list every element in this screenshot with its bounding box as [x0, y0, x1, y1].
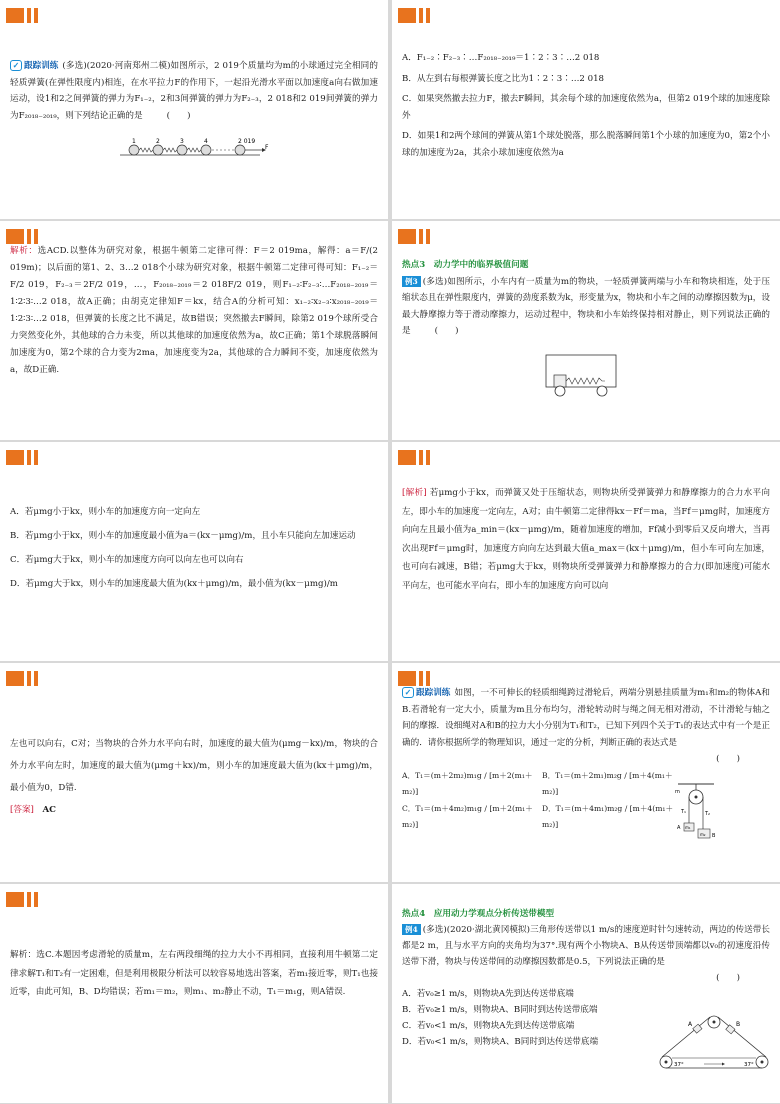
slide-5: [0, 442, 388, 661]
question-text: 如图，一不可伸长的轻质细绳跨过滑轮后，两端分别悬挂质量为m₁和m₂的物体A和B.若滑轮有一定大小，质量为m且分布均匀，滑轮转动时与绳之间无相对滑动，不计滑轮与轴之间的摩擦．设细绳对A和B的拉力大小分别为T₁和T₂，已知下列四个关于T₁的表达式中有一个是正确的．请你根据所学的物理知识，通过一定的分析，判断正确的表达式是: [402, 688, 770, 748]
answer-value: AC: [42, 805, 57, 815]
question-text: (多选)(2020·湖北黄冈模拟)三角形传送带以1 m/s的速度逆时针匀速转动，两边的传送带长都是2 m，且与水平方向的夹角均为37°.现有两个小物块A、B从传送带顶端都以v₀的初速度沿传送带下滑，物块与传送带间的动摩擦因数都是0.5，下列说法正确的是: [402, 925, 770, 967]
option-d: D．若v₀<1 m/s，则物块A、B同时到达传送带底端: [402, 1037, 599, 1047]
check-icon: ✓: [402, 687, 414, 698]
slide-6: [392, 442, 780, 661]
example-badge: 例3: [402, 276, 421, 287]
slide-2-body: [402, 50, 770, 161]
fig-label-A: A: [688, 1021, 693, 1028]
option-c: C．若v₀<1 m/s，则物块A先到达传送带底端: [402, 1021, 575, 1031]
fig-label-angle-right: 37°: [744, 1062, 754, 1068]
option-b: B．若μmg小于kx，则小车的加速度最小值为a＝(kx－μmg)/m，且小车只能向左加速运动: [10, 531, 356, 541]
fig-label-B: B: [712, 833, 716, 839]
slide-3: [0, 221, 388, 440]
slide-9: [0, 884, 388, 1103]
fig-label-T1: T₁: [681, 809, 687, 815]
slide-ornament: [398, 450, 430, 465]
section-heading: 热点3 动力学中的临界极值问题: [402, 260, 529, 270]
slide-9-body: [10, 946, 378, 1002]
fig-label-4: 4: [204, 138, 208, 145]
fig-label-B: B: [736, 1021, 741, 1028]
option-c: C．若μmg大于kx，则小车的加速度方向可以向左也可以向右: [10, 555, 244, 565]
fig-label-F: F: [265, 144, 269, 151]
fig-label-2019: 2 019: [238, 138, 256, 145]
slide-7-body: [10, 733, 378, 821]
fig-label-1: 1: [132, 138, 136, 145]
option-d: D．如果1和2两个球间的弹簧从第1个球处脱落，那么脱落瞬间第1个小球的加速度为0，第2个小球的加速度为2a，其余小球加速度依然为a: [402, 131, 770, 158]
slide-4-body: [402, 257, 770, 340]
pulley-figure: [674, 781, 724, 841]
fig-label-m1: m₁: [685, 825, 691, 830]
option-b: B．T₁＝(m＋2m₁)m₂g / [m＋4(m₁＋m₂)]: [542, 770, 673, 796]
analysis-text: 若μmg小于kx，而弹簧又处于压缩状态，则物块所受弹簧弹力和静摩擦力的合力水平向左，即小车的加速度一定向左，A对；由牛顿第二定律得kx－Ff＝ma，当Ff＝μmg时，加速度方向向左且最小值为a_min＝(kx－μmg)/m，随着加速度的增加，Ff减小到零后又反向增大，当再次出现Ff＝μmg时，加速度方向向左达到最大值a_max＝(kx＋μmg)/m，但小车可向左加速，也可向右减速，B错；若μmg大于kx，则物块所受弹簧弹力和静摩擦力的合力(即加速度)可能水平向左，也可能水平向右，即小车的加速度方向可以向: [402, 488, 770, 591]
slide-8: [392, 663, 780, 882]
slide-ornament: [398, 229, 430, 244]
fig-label-A: A: [677, 825, 681, 831]
section-heading: 热点4 应用动力学观点分析传送带模型: [402, 909, 555, 919]
fig-label-2: 2: [156, 138, 160, 145]
cart-spring-figure: [542, 353, 622, 397]
analysis-label: 解析：: [10, 246, 38, 256]
tracking-badge: ✓ 跟踪训练: [10, 58, 58, 75]
answer-paren: ( ): [166, 110, 191, 121]
tracking-badge: ✓ 跟踪训练: [402, 685, 450, 702]
slide-1-body: [10, 58, 378, 124]
example-badge: 例4: [402, 924, 421, 935]
option-c: C．T₁＝(m＋4m₂)m₁g / [m＋2(m₁＋m₂)]: [402, 803, 533, 829]
analysis-label: [解析]: [402, 488, 427, 498]
fig-label-angle-left: 37°: [674, 1062, 684, 1068]
fig-label-T2: T₂: [705, 811, 711, 817]
option-b: B．若v₀≥1 m/s，则物块A、B同时到达传送带底端: [402, 1005, 598, 1015]
fig-label-m: m: [675, 789, 680, 795]
slide-10: [392, 884, 780, 1103]
slide-2: [392, 0, 780, 219]
option-a: A．T₁＝(m＋2m₂)m₁g / [m＋2(m₁＋m₂)]: [402, 770, 533, 796]
option-a: A．若v₀≥1 m/s，则物块A先到达传送带底端: [402, 989, 574, 999]
slide-ornament: [6, 450, 38, 465]
slide-1: [0, 0, 388, 219]
option-a: A．若μmg小于kx，则小车的加速度方向一定向左: [10, 507, 201, 517]
check-icon: ✓: [10, 60, 22, 71]
slide-ornament: [6, 8, 38, 23]
spring-balls-figure: [120, 135, 280, 159]
fig-label-3: 3: [180, 138, 184, 145]
option-b: B．从左到右每根弹簧长度之比为1∶2∶3∶…2 018: [402, 73, 605, 84]
slide-ornament: [398, 671, 430, 686]
slide-ornament: [398, 8, 430, 23]
answer-paren: ( ): [434, 326, 459, 336]
analysis-text: 左也可以向右，C对；当物块的合外力水平向右时，加速度的最大值为(μmg－kx)/m，物块的合外力水平向左时，加速度的最大值为(μmg＋kx)/m，则小车的加速度最大值为(kx＋μmg)/m，最小值为0，D错.: [10, 739, 378, 793]
option-d: D．若μmg大于kx，则小车的加速度最大值为(kx＋μmg)/m，最小值为(kx－μmg)/m: [10, 579, 338, 589]
option-c: C．如果突然撤去拉力F，撤去F瞬间，其余每个球的加速度依然为a，但第2 019个球的加速度除外: [402, 94, 770, 121]
fig-label-m2: m₂: [700, 832, 706, 837]
answer-label: [答案]: [10, 805, 34, 815]
answer-paren: ( ): [716, 754, 740, 764]
question-text: (多选)(2020·河南郑州二模)如图所示，2 019个质量均为m的小球通过完全相同的轻质弹簧(在弹性限度内)相连，在水平拉力F的作用下，一起沿光滑水平面以加速度a向右做加速运动，设1和2之间弹簧的弹力为F₁₋₂，2和3间弹簧的弹力为F₂₋₃，2 018和2 019间弹簧的弹力为F₂₀₁₈₋₂₀₁₉，则下列结论正确的是: [10, 61, 378, 121]
option-d: D．T₁＝(m＋4m₁)m₂g / [m＋4(m₁＋m₂)]: [542, 803, 674, 829]
slide-ornament: [6, 671, 38, 686]
slide-4: [392, 221, 780, 440]
analysis-text: 解析：选C.本题因考虑滑轮的质量m，左右两段细绳的拉力大小不再相同，直接利用牛顿第二定律求解T₁和T₂有一定困难，但是利用极限分析法可以较容易地选出答案，若m₁接近零，则T₁也接近零，由此可知，B、D均错误；若m₁＝m₂，则m₁、m₂静止不动，T₁＝m₁g，则A错误.: [10, 950, 378, 997]
question-text: (多选)如图所示，小车内有一质量为m的物块，一轻质弹簧两端与小车和物块相连，处于压缩状态且在弹性限度内，弹簧的劲度系数为k，形变量为x，物块和小车之间的动摩擦因数为μ，设最大静摩擦力等于滑动摩擦力，运动过程中，物块和小车始终保持相对静止，则下列说法正确的是: [402, 276, 770, 336]
answer-paren: ( ): [716, 973, 740, 983]
slide-6-body: [402, 484, 770, 595]
option-a: A．F₁₋₂∶F₂₋₃∶…F₂₀₁₈₋₂₀₁₉＝1∶2∶3∶…2 018: [402, 53, 600, 63]
analysis-text: 选ACD.以整体为研究对象，根据牛顿第二定律可得：F＝2 019ma，解得：a＝F/(2 019m)；以后面的第1、2、3…2 018个小球为研究对象，根据牛顿第二定律可得可知：F₁₋₂＝F/2 019，F₂₋₃＝2F/2 019，…，F₂₀₁₈₋₂₀₁₉＝2 018F/2 019，则F₁₋₂∶F₂₋₃∶…F₂₀₁₈₋₂₀₁₉＝1∶2∶3∶…2 018，故A正确；由胡克定律知F＝kx，结合A的分析可知：x₁₋₂∶x₂₋₃∶x₂₀₁₈₋₂₀₁₉＝1∶2∶3∶…2 018，但弹簧的长度之比不满足，故B错误；突然撤去F瞬间，除第2 019个球所受合力突然变化外，其他球的合力未变，所以其他球的加速度依然为a，故C正确；第1个球脱落瞬间加速度为0，第2个球的合力变为2ma，加速度变为2a，其他球的合力瞬间不变，加速度依然为a，故D正确.: [10, 246, 378, 375]
slide-7: [0, 663, 388, 882]
slide-ornament: [6, 892, 38, 907]
slide-ornament: [6, 229, 38, 244]
slide-5-body: [10, 500, 378, 596]
conveyor-figure: [654, 1014, 774, 1074]
slide-3-body: [10, 243, 378, 379]
